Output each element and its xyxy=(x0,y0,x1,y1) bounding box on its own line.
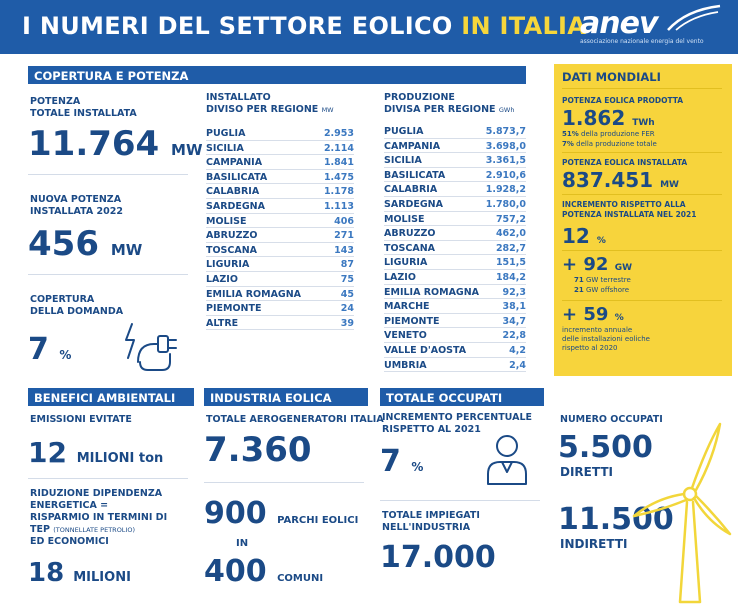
region-value: 87 xyxy=(340,259,354,271)
table-row xyxy=(206,199,354,214)
region-name: EMILIA ROMAGNA xyxy=(206,288,302,300)
in-text: IN xyxy=(236,538,249,549)
region-name: ABRUZZO xyxy=(206,230,258,242)
copertura-domanda-value: 7 % xyxy=(28,332,72,367)
section-totale-occupati: TOTALE OCCUPATI xyxy=(380,388,544,406)
produzione-title: PRODUZIONE DIVISA PER REGIONE GWh xyxy=(384,92,515,115)
region-value: 4,2 xyxy=(509,344,526,356)
indiretti-text: INDIRETTI xyxy=(560,537,628,551)
table-row xyxy=(384,270,526,285)
table-row xyxy=(384,328,526,343)
region-value: 757,2 xyxy=(495,213,526,225)
region-value: 1.841 xyxy=(323,157,354,169)
table-row xyxy=(384,139,526,154)
region-value: 39 xyxy=(340,317,354,329)
region-value: 24 xyxy=(340,303,354,315)
table-row xyxy=(384,285,526,300)
region-value: 1.928,2 xyxy=(485,184,526,196)
page-title xyxy=(22,12,586,40)
table-row xyxy=(384,212,526,227)
region-value: 271 xyxy=(334,230,354,242)
region-value: 34,7 xyxy=(502,315,526,327)
region-value: 75 xyxy=(340,273,354,285)
region-value: 2.114 xyxy=(323,142,354,154)
region-name: SICILIA xyxy=(384,155,422,167)
logo-tagline: associazione nazionale energia del vento xyxy=(580,38,704,45)
region-name: CAMPANIA xyxy=(384,140,441,152)
title-highlight: IN ITALIA xyxy=(461,12,587,40)
region-value: 3.361,5 xyxy=(485,155,526,167)
incremento-percentuale-label: INCREMENTO PERCENTUALE RISPETTO AL 2021 xyxy=(382,412,532,435)
potenza-value: 11.764 MW xyxy=(28,124,203,164)
offshore-value: 21 GW offshore xyxy=(574,286,630,294)
table-row xyxy=(384,358,526,373)
gw-increase-value: + 92 GW xyxy=(562,254,633,275)
table-row xyxy=(206,155,354,170)
region-name: CALABRIA xyxy=(384,184,438,196)
region-name: PIEMONTE xyxy=(206,303,262,315)
divider xyxy=(562,88,722,89)
riduzione-value: 18 MILIONI xyxy=(28,558,131,588)
region-value: 462,0 xyxy=(495,228,526,240)
region-name: UMBRIA xyxy=(384,359,427,371)
region-name: BASILICATA xyxy=(384,169,446,181)
installato-title: INSTALLATO DIVISO PER REGIONE MW xyxy=(206,92,334,115)
region-name: LAZIO xyxy=(206,273,238,285)
region-name: ALTRE xyxy=(206,317,239,329)
region-value: 151,5 xyxy=(495,257,526,269)
table-row xyxy=(384,314,526,329)
region-value: 406 xyxy=(334,215,354,227)
table-row xyxy=(384,241,526,256)
table-row xyxy=(206,257,354,272)
table-row xyxy=(206,214,354,229)
emissioni-label: EMISSIONI EVITATE xyxy=(30,414,132,425)
region-name: TOSCANA xyxy=(206,244,258,256)
divider xyxy=(28,274,188,275)
region-name: BASILICATA xyxy=(206,171,268,183)
divider xyxy=(204,482,364,483)
region-value: 2.953 xyxy=(323,128,354,139)
region-name: LIGURIA xyxy=(206,259,250,271)
wind-turbine-icon xyxy=(632,418,736,604)
incremento-percentuale-value: 7 % xyxy=(380,444,424,479)
region-value: 1.475 xyxy=(323,171,354,183)
region-value: 92,3 xyxy=(502,286,526,298)
emissioni-value: 12 MILIONI ton xyxy=(28,436,164,469)
region-value: 5.873,7 xyxy=(485,126,526,137)
table-row xyxy=(206,287,354,302)
table-row xyxy=(384,226,526,241)
potenza-label: POTENZA TOTALE INSTALLATA xyxy=(30,96,137,119)
region-value: 45 xyxy=(340,288,354,300)
installato-table xyxy=(206,126,354,330)
page-header xyxy=(0,0,738,54)
region-name: ABRUZZO xyxy=(384,228,436,240)
region-name: CAMPANIA xyxy=(206,157,263,169)
table-row xyxy=(206,141,354,156)
region-name: EMILIA ROMAGNA xyxy=(384,286,480,298)
divider xyxy=(562,300,722,301)
table-row xyxy=(206,170,354,185)
table-row xyxy=(206,228,354,243)
table-row xyxy=(206,184,354,199)
region-name: MOLISE xyxy=(206,215,247,227)
annual-increase-value: + 59 % xyxy=(562,304,624,325)
region-name: SICILIA xyxy=(206,142,244,154)
table-row xyxy=(384,153,526,168)
terrestri-value: 71 GW terrestre xyxy=(574,276,631,284)
region-name: MARCHE xyxy=(384,301,430,313)
produzione-table xyxy=(384,124,526,372)
table-row xyxy=(384,197,526,212)
region-name: MOLISE xyxy=(384,213,425,225)
region-value: 1.178 xyxy=(323,186,354,198)
impiegati-label: TOTALE IMPIEGATI NELL'INDUSTRIA xyxy=(382,510,480,533)
nuova-potenza-label: NUOVA POTENZA INSTALLATA 2022 xyxy=(30,194,123,217)
incremento-label: INCREMENTO RISPETTO ALLA POTENZA INSTALLATA NEL 2021 xyxy=(562,200,697,219)
region-value: 2,4 xyxy=(509,359,526,371)
table-row xyxy=(206,301,354,316)
divider xyxy=(28,478,188,479)
region-name: PIEMONTE xyxy=(384,315,440,327)
region-value: 38,1 xyxy=(502,301,526,313)
divider xyxy=(562,194,722,195)
parchi-value: 900 PARCHI EOLICI xyxy=(204,496,359,531)
divider xyxy=(380,500,540,501)
section-copertura-potenza: COPERTURA E POTENZA xyxy=(28,66,526,84)
potenza-prodotta-label: POTENZA EOLICA PRODOTTA xyxy=(562,96,684,105)
region-name: LIGURIA xyxy=(384,257,428,269)
region-value: 1.113 xyxy=(323,200,354,212)
indiretti-value: 11.500 xyxy=(558,502,674,537)
plug-icon xyxy=(118,318,182,374)
region-name: VENETO xyxy=(384,330,427,342)
numero-occupati-label: NUMERO OCCUPATI xyxy=(560,414,663,425)
region-value: 3.698,0 xyxy=(485,140,526,152)
table-row xyxy=(206,243,354,258)
potenza-installata-label: POTENZA EOLICA INSTALLATA xyxy=(562,158,688,167)
region-name: PUGLIA xyxy=(206,128,246,139)
region-value: 22,8 xyxy=(502,330,526,342)
table-row xyxy=(384,124,526,139)
potenza-installata-value: 837.451 MW xyxy=(562,168,679,192)
section-benefici-ambientali: BENEFICI AMBIENTALI xyxy=(28,388,194,406)
region-name: CALABRIA xyxy=(206,186,260,198)
table-row xyxy=(384,168,526,183)
comuni-value: 400 COMUNI xyxy=(204,554,324,589)
table-row xyxy=(384,255,526,270)
fer-share: 51% della produzione FER xyxy=(562,130,655,138)
region-value: 2.910,6 xyxy=(485,169,526,181)
region-value: 1.780,0 xyxy=(485,198,526,210)
logo-swoosh-icon xyxy=(666,4,722,34)
impiegati-value: 17.000 xyxy=(380,540,496,575)
diretti-text: DIRETTI xyxy=(560,465,613,479)
logo-word: anev xyxy=(580,6,658,41)
title-main: I NUMERI DEL SETTORE EOLICO xyxy=(22,12,453,40)
total-share: 7% della produzione totale xyxy=(562,140,657,148)
riduzione-label: RIDUZIONE DIPENDENZA ENERGETICA = RISPARMIO IN TERMINI DI TEP (TONNELLATE PETROLIO) ED ECONOMICI xyxy=(30,488,168,547)
dati-mondiali-title: DATI MONDIALI xyxy=(562,70,661,84)
region-name: VALLE D'AOSTA xyxy=(384,344,467,356)
divider xyxy=(28,174,188,175)
anev-logo xyxy=(574,4,724,50)
section-industria-eolica: INDUSTRIA EOLICA xyxy=(204,388,368,406)
region-value: 282,7 xyxy=(495,242,526,254)
table-row xyxy=(384,343,526,358)
table-row xyxy=(206,272,354,287)
region-value: 184,2 xyxy=(495,271,526,283)
annual-increase-text: incremento annuale delle installazioni eoliche rispetto al 2020 xyxy=(562,326,650,352)
region-name: SARDEGNA xyxy=(384,198,443,210)
incremento-value: 12 % xyxy=(562,224,606,248)
person-icon xyxy=(484,432,530,488)
potenza-prodotta-value: 1.862 TWh xyxy=(562,106,655,130)
aerogeneratori-label: TOTALE AEROGENERATORI ITALIA xyxy=(206,414,384,425)
region-name: SARDEGNA xyxy=(206,200,265,212)
copertura-domanda-label: COPERTURA DELLA DOMANDA xyxy=(30,294,124,317)
table-row xyxy=(384,299,526,314)
table-row xyxy=(206,316,354,331)
nuova-potenza-value: 456 MW xyxy=(28,224,143,264)
region-name: LAZIO xyxy=(384,271,416,283)
divider xyxy=(562,152,722,153)
region-name: PUGLIA xyxy=(384,126,424,137)
region-name: TOSCANA xyxy=(384,242,436,254)
diretti-value: 5.500 xyxy=(558,430,653,465)
table-row xyxy=(206,126,354,141)
region-value: 143 xyxy=(334,244,354,256)
aerogeneratori-value: 7.360 xyxy=(204,430,312,470)
divider xyxy=(562,250,722,251)
table-row xyxy=(384,182,526,197)
dati-mondiali-panel xyxy=(554,64,732,376)
